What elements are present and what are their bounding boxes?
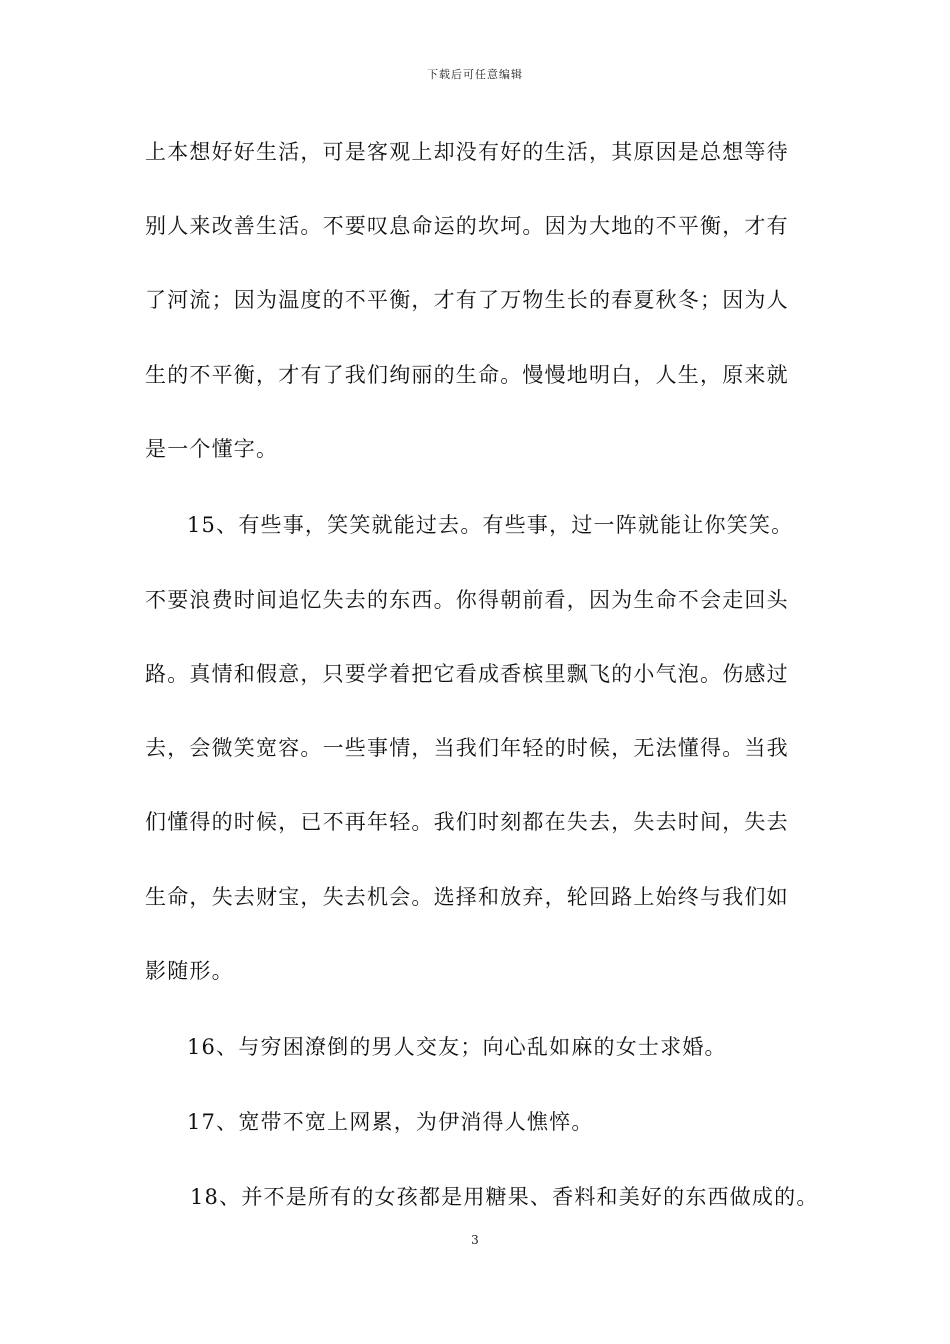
body-line-9: 去，会微笑宽容。一些事情，当我们年轻的时候，无法懂得。当我 [145, 736, 789, 760]
paragraph-18: 18、并不是所有的女孩都是用糖果、香料和美好的东西做成的。 [190, 1185, 819, 1209]
body-line-8: 路。真情和假意，只要学着把它看成香槟里飘飞的小气泡。伤感过 [145, 662, 789, 686]
paragraph-15-start: 15、有些事，笑笑就能过去。有些事，过一阵就能让你笑笑。 [187, 513, 794, 537]
body-line-5: 是一个懂字。 [145, 437, 279, 461]
paragraph-17: 17、宽带不宽上网累，为伊消得人憔悴。 [187, 1110, 594, 1134]
paragraph-16: 16、与穷困潦倒的男人交友；向心乱如麻的女士求婚。 [187, 1035, 727, 1059]
body-line-11: 生命，失去财宝，失去机会。选择和放弃，轮回路上始终与我们如 [145, 885, 789, 909]
body-line-2: 别人来改善生活。不要叹息命运的坎坷。因为大地的不平衡，才有 [145, 214, 789, 238]
page-header: 下载后可任意编辑 [427, 68, 523, 81]
body-line-4: 生的不平衡，才有了我们绚丽的生命。慢慢地明白，人生，原来就 [145, 363, 789, 387]
page-number: 3 [471, 1233, 479, 1247]
body-line-10: 们懂得的时候，已不再年轻。我们时刻都在失去，失去时间，失去 [145, 810, 789, 834]
body-line-7: 不要浪费时间追忆失去的东西。你得朝前看，因为生命不会走回头 [145, 588, 789, 612]
body-line-1: 上本想好好生活，可是客观上却没有好的生活，其原因是总想等待 [145, 140, 789, 164]
body-line-12: 影随形。 [145, 959, 234, 983]
body-line-3: 了河流；因为温度的不平衡，才有了万物生长的春夏秋冬；因为人 [145, 288, 789, 312]
